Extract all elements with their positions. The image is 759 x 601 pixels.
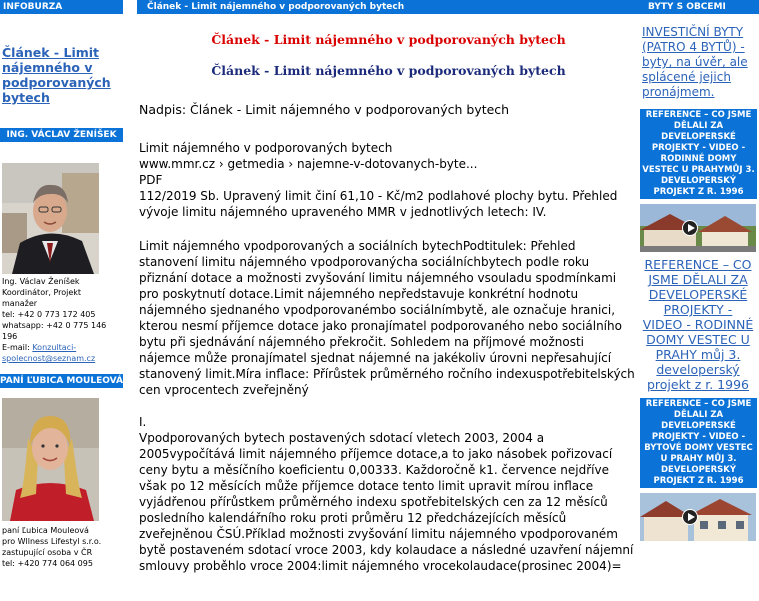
paragraph-line: bytě postaveném sdotací vroce 2003, kdy kolaudace a následné uzavření nájemní [139, 543, 634, 557]
paragraph-line: smlouvy proběhlo vroce 2004:limit nájemného vrocekolaudace(prosinec 2004)= [139, 559, 622, 573]
email-label: E-mail: [2, 343, 33, 352]
houses-video-thumbnail-1[interactable] [640, 204, 756, 252]
paragraph-line: stanovení limitu nájemného vpodporovanýcha sociálníchbytech podle roku [139, 255, 590, 269]
paragraph-line: bytu při sjednávání nájemného překročit. Sohledem na příjmové možnosti [139, 335, 584, 349]
person1-email-row [2, 342, 120, 364]
search-result-type: PDF [139, 173, 163, 187]
article-heading: Nadpis: Článek - Limit nájemného v podporovaných bytech [139, 102, 510, 117]
reference-houses-link-lower: můj 3. developerský projekt z r. 1996 [646, 347, 749, 392]
section-number: I. [139, 415, 147, 429]
person2-contact [2, 525, 120, 569]
paragraph-line: cen vprocentech zveřejněný [139, 383, 309, 397]
person1-photo [2, 163, 99, 274]
person1-header: ING. VÁCLAV ŽENÍŠEK [0, 128, 123, 142]
paragraph-line: nájemce může pronajímatel sjednat nájemné na jakékoliv úrovni nepřesahující [139, 351, 612, 365]
paragraph-line: 112/2019 Sb. Upravený limit činí 61,10 - Kč/m2 podlahové plochy bytu. Přehled [139, 189, 618, 203]
search-result-2 [137, 238, 640, 398]
main-header: Článek - Limit nájemného v podporovaných bytech [137, 0, 640, 14]
person1-contact [2, 276, 120, 364]
paragraph-line: však po 12 měsících může příjemce dotace tento limit upravit mírou inflace [139, 479, 594, 493]
paragraph-line: Limit nájemného vpodporovaných a sociálních bytechPodtitulek: Přehled [139, 239, 576, 253]
reference-houses-link[interactable] [642, 257, 754, 392]
article-link[interactable]: Článek - Limit nájemného v podporovaných bytech [2, 45, 111, 105]
paragraph-line: kterou nesmí příjemce dotace jako pronajímatel podporovaného nebo sociálního [139, 319, 622, 333]
search-result-url: www.mmr.cz › getmedia › najemne-v-dotovanych-byte... [139, 157, 478, 171]
search-result-1 [137, 140, 640, 220]
person2-line: zastupující osoba v ČR [2, 548, 93, 557]
paragraph-line: vývoje limitu nájemného upraveného MMR v jednotlivých letech: IV. [139, 205, 547, 219]
investment-flats-link[interactable]: INVESTIČNÍ BYTY (PATRO 4 BYTŮ) - byty, na úvěr, ale splácené jejich pronájmem. [642, 25, 748, 99]
email-link[interactable]: Konzultaci-spolecnost@seznam.cz [2, 343, 96, 363]
person2-line: pro Wllness Lifestyl s.r.o. [2, 537, 102, 546]
article-title-blue: Článek - Limit nájemného v podporovaných bytech [211, 63, 566, 78]
search-result-title: Limit nájemného v podporovaných bytech [139, 141, 393, 155]
infoburza-header: INFOBURZA [0, 0, 123, 14]
person1-line: whatsapp: +42 0 775 146 [2, 321, 107, 330]
reference-box-2[interactable]: REFERENCE – CO JSME DĚLALI ZA DEVELOPERSKÉ PROJEKTY - VIDEO - BYTOVÉ DOMY VESTEC U PRAHY MŮJ 3. DEVELOPERSKÝ PROJEKT Z R. 1996 [640, 398, 757, 488]
reference-box-1[interactable]: REFERENCE – CO JSME DĚLALI ZA DEVELOPERSKÉ PROJEKTY - VIDEO - RODINNÉ DOMY VESTEC U PRAHYMŮJ 3. DEVELOPERSKÝ PROJEKT Z R. 1996 [640, 109, 757, 199]
houses-video-thumbnail-2[interactable] [640, 493, 756, 541]
right-sidebar [640, 0, 759, 601]
person1-line: Koordinátor, Projekt [2, 288, 82, 297]
paragraph-line: nájemného sjednaného vpodporovanémbo sociálnímbytě, ale označuje hranici, [139, 303, 616, 317]
paragraph-line: stanovený limit.Míra inflace: Přírůstek průměrného ročního indexuspotřebitelských [139, 367, 635, 381]
paragraph-line: vyjádřenou přírůstkem průměrného indexu spotřebitelských cen za 12 měsíců [139, 495, 608, 509]
person2-line: tel: +420 774 064 095 [2, 559, 93, 568]
paragraph-line: posledního kalendářního roku proti průměru 12 předcházejících měsíců [139, 511, 567, 525]
paragraph-line: zveřejněnou ČSÚ.Příklad možnosti zvyšování limitu nájemného vpodporovaném [139, 527, 618, 541]
reference-houses-link-upper: REFERENCE – CO JSME DĚLALI ZA DEVELOPERSKÉ PROJEKTY - VIDEO - RODINNÉ DOMY VESTEC U PRAHY [642, 257, 754, 362]
main-content [137, 0, 640, 601]
right-header: BYTY S OBCEMI [640, 0, 759, 14]
paragraph-line: Vpodporovaných bytech postavených sdotací vletech 2003, 2004 a [139, 431, 545, 445]
person1-line: 196 [2, 332, 18, 341]
person1-line: Ing. Václav Ženíšek [2, 277, 80, 286]
person1-line: tel: +42 0 773 172 405 [2, 310, 96, 319]
play-icon[interactable] [682, 509, 698, 525]
paragraph-line: přiznání dotace a možnosti zvyšování limitu nájemného vsouladu spodmínkami [139, 271, 617, 285]
play-icon[interactable] [682, 220, 698, 236]
paragraph-line: pro poskytnutí dotace.Limit nájemného nepředstavuje konkrétní hodnotu [139, 287, 579, 301]
person2-header: PANÍ ĽUBICA MOULEOVÁ [0, 376, 123, 386]
article-title-red: Článek - Limit nájemného v podporovaných bytech [211, 32, 566, 47]
person1-line: manažer [2, 299, 38, 308]
paragraph-line: 2005vypočítává limit nájemného příjemce dotace,a to jako násobek pořizovací [139, 447, 613, 461]
person2-photo [2, 398, 99, 521]
paragraph-line: ceny bytu a měsíčního koeficientu 0,00333. Každoročně k1. července nejdříve [139, 463, 609, 477]
person2-line: paní Ľubica Mouleová [2, 526, 89, 535]
left-sidebar [0, 0, 123, 601]
section-text [137, 430, 640, 574]
